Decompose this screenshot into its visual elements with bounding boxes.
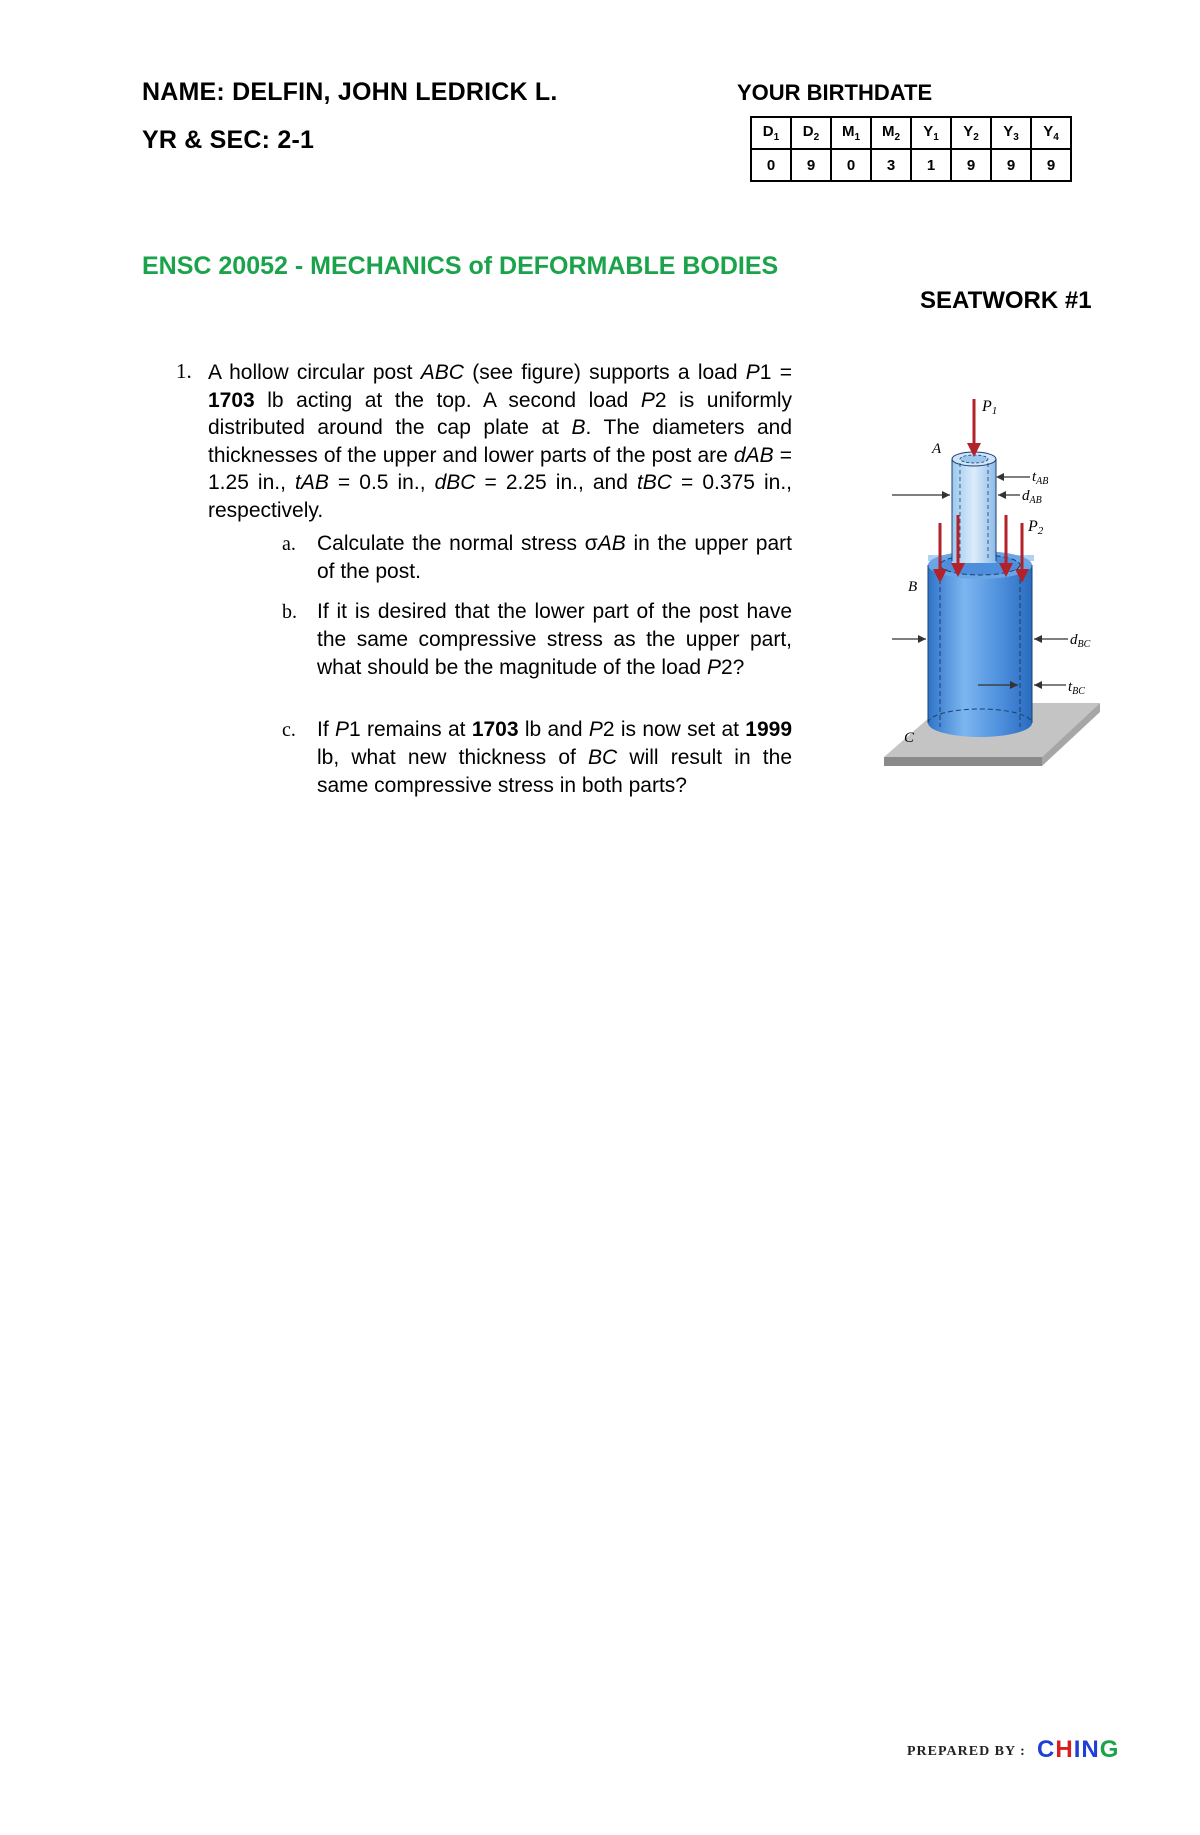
birthdate-value-m2: 3: [871, 149, 911, 181]
text-run: will result in the same compressive stress in both parts?: [317, 746, 792, 797]
label-p2: P2: [1028, 518, 1044, 537]
text-run: in the upper part of the post.: [317, 532, 792, 583]
student-name: NAME: DELFIN, JOHN LEDRICK L.: [142, 78, 558, 106]
birthdate-value-y2: 9: [951, 149, 991, 181]
text-run: 2 is now set at: [602, 718, 746, 741]
birthdate-title: YOUR BIRTHDATE: [737, 80, 933, 105]
birthdate-header-y4: $Y_4$: [1031, 117, 1071, 149]
birthdate-value-d1: 0: [751, 149, 791, 181]
text-run: 1703: [471, 718, 519, 741]
birthdate-table: [750, 116, 1072, 182]
subquestion-c-label: c.: [282, 719, 296, 741]
text-run: P: [745, 361, 760, 384]
text-run: 2 is uniformly distributed around the cap plate at: [208, 388, 792, 439]
subquestion-c-text: [317, 716, 792, 800]
text-run: = 2.25 in., and: [475, 471, 637, 494]
logo-letter: N: [1081, 1736, 1100, 1763]
subquestion-a-text: [317, 530, 792, 586]
text-run: 2?: [720, 656, 745, 679]
text-run: 1999: [745, 718, 793, 741]
text-run: = 1.25 in.,: [208, 443, 792, 494]
subquestion-a-label: a.: [282, 533, 296, 555]
text-run: lb, what new thickness of: [317, 746, 589, 769]
text-run: BC: [588, 746, 618, 769]
label-c: C: [904, 730, 915, 746]
logo-letter: C: [1037, 1736, 1056, 1763]
birthdate-value-y1: 1: [911, 149, 951, 181]
birthdate-header-d1: $D_1$: [751, 117, 791, 149]
text-run: P: [334, 718, 349, 741]
birthdate-value-m1: 0: [831, 149, 871, 181]
prepared-by-label: PREPARED BY :: [907, 1744, 1026, 1759]
text-run: ABC: [420, 361, 464, 384]
text-run: P: [706, 656, 721, 679]
course-title: ENSC 20052 - MECHANICS of DEFORMABLE BODIES: [142, 252, 779, 280]
text-run: AB: [597, 532, 626, 555]
birthdate-header-y3: $Y_3$: [991, 117, 1031, 149]
text-run: lb and: [518, 718, 589, 741]
text-run: tBC: [636, 471, 672, 494]
seatwork-title: SEATWORK #1: [920, 287, 1092, 314]
hollow-post-figure: [870, 385, 1120, 775]
birthdate-header-y1: $Y_1$: [911, 117, 951, 149]
text-run: P: [588, 718, 603, 741]
label-t-bc: $t_{BC}$: [1068, 679, 1085, 697]
text-run: = 0.375 in., respectively.: [208, 471, 792, 522]
text-run: P: [640, 388, 655, 412]
birthdate-value-y4: 9: [1031, 149, 1071, 181]
author-logo: [1037, 1736, 1119, 1764]
logo-letter: I: [1073, 1736, 1082, 1763]
text-run: lb acting at the top. A second load: [254, 388, 641, 412]
logo-letter: H: [1055, 1736, 1074, 1763]
text-run: A hollow circular post: [208, 361, 421, 384]
label-d-bc: $d_{BC}$: [1070, 632, 1091, 650]
problem-statement: [208, 359, 792, 524]
text-run: Calculate the normal stress σ: [317, 532, 598, 555]
subquestion-b-text: [317, 598, 792, 682]
birthdate-header-d2: $D_2$: [791, 117, 831, 149]
text-run: = 0.5 in.,: [328, 471, 435, 494]
lower-post-bc: [928, 551, 1032, 737]
text-run: 1 remains at: [349, 718, 472, 741]
text-run: . The diameters and thicknesses of the upper and lower parts of the post are: [208, 416, 792, 467]
text-run: If it is desired that the lower part of the post have the same compressive stress as the upper part, what should be the magnitude of the load: [317, 600, 792, 679]
birthdate-header-y2: $Y_2$: [951, 117, 991, 149]
text-run: B: [571, 416, 586, 439]
text-run: dAB: [733, 443, 774, 467]
label-t-ab: $t_{AB}$: [1032, 469, 1049, 487]
logo-letter: G: [1099, 1736, 1120, 1763]
subquestion-b-label: b.: [282, 601, 297, 623]
text-run: 1703: [208, 388, 255, 412]
birthdate-header-m2: $M_2$: [871, 117, 911, 149]
label-a: A: [932, 441, 942, 457]
text-run: 1 =: [759, 361, 792, 384]
label-d-ab: $d_{AB}$: [1022, 488, 1042, 506]
question-number: 1.: [176, 359, 192, 383]
text-run: If: [317, 718, 335, 741]
text-run: (see figure) supports a load: [463, 361, 746, 384]
birthdate-value-d2: 9: [791, 149, 831, 181]
student-section: YR & SEC: 2-1: [142, 126, 315, 154]
text-run: tAB: [295, 471, 329, 494]
birthdate-header-m1: $M_1$: [831, 117, 871, 149]
label-p1: P1: [982, 398, 998, 417]
label-b: B: [908, 579, 918, 595]
text-run: dBC: [434, 471, 476, 494]
birthdate-value-y3: 9: [991, 149, 1031, 181]
